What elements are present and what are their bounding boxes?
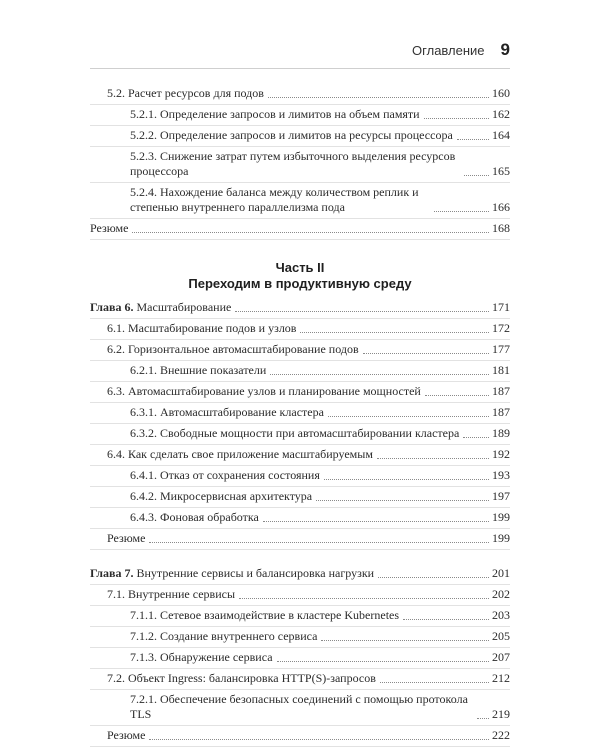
toc-entry-7-2-1 [90, 690, 510, 726]
leader-dots [457, 138, 489, 140]
toc-page: 207 [492, 650, 510, 664]
leader-dots [380, 681, 489, 683]
toc-title: Внутренние сервисы и балансировка нагрузки [136, 566, 375, 580]
toc-number: 6.4.3. [130, 510, 157, 524]
leader-dots [239, 597, 489, 599]
toc-title: Определение запросов и лимитов на ресурсы процессора [160, 128, 453, 142]
toc-entry-6-4 [90, 445, 510, 466]
leader-dots [268, 96, 489, 98]
toc-title: Масштабирование [136, 300, 232, 314]
toc-entry-6-4-1 [90, 466, 510, 487]
toc-entry-summary [90, 726, 510, 747]
toc-entry-7-1-2 [90, 627, 510, 648]
toc-page: 171 [492, 300, 510, 314]
toc-title: Масштабирование подов и узлов [128, 321, 297, 335]
toc-title: Нахождение баланса между количеством реплик и степенью внутреннего параллелизма пода [130, 185, 419, 214]
part-label: Часть II [275, 260, 325, 275]
toc-page: 187 [492, 384, 510, 398]
toc-page: 197 [492, 489, 510, 503]
toc-page: 172 [492, 321, 510, 335]
leader-dots [316, 499, 489, 501]
leader-dots [300, 331, 489, 333]
toc-number: 5.2.2. [130, 128, 157, 142]
toc-title: Сетевое взаимодействие в кластере Kubernetes [160, 608, 400, 622]
toc-page: 189 [492, 426, 510, 440]
leader-dots [377, 457, 489, 459]
toc-title: Горизонтальное автомасштабирование подов [128, 342, 359, 356]
toc-title: Свободные мощности при автомасштабировании кластера [160, 426, 460, 440]
toc-number: 5.2. [107, 86, 125, 100]
toc-entry-6-2-1 [90, 361, 510, 382]
toc-page: 160 [492, 86, 510, 100]
toc-number: 5.2.1. [130, 107, 157, 121]
leader-dots [235, 310, 489, 312]
toc-page: 199 [492, 531, 510, 545]
chapter-label: Глава 6. [90, 300, 134, 314]
toc-entry-7-1-3 [90, 648, 510, 669]
leader-dots [328, 415, 489, 417]
toc-entry-chapter-6 [90, 298, 510, 319]
toc-entry-chapter-7 [90, 564, 510, 585]
toc-page: 205 [492, 629, 510, 643]
toc-entry-7-1-1 [90, 606, 510, 627]
toc-number: 5.2.3. [130, 149, 157, 163]
leader-dots [464, 174, 489, 176]
toc-entry-6-4-3 [90, 508, 510, 529]
toc-entry-5-2-2 [90, 126, 510, 147]
leader-dots [434, 210, 489, 212]
leader-dots [403, 618, 489, 620]
toc-page: 192 [492, 447, 510, 461]
toc-entry-6-4-2 [90, 487, 510, 508]
toc-page: 201 [492, 566, 510, 580]
toc-title: Отказ от сохранения состояния [160, 468, 320, 482]
toc-number: 7.1.2. [130, 629, 157, 643]
toc-page: 166 [492, 200, 510, 214]
toc-page: 193 [492, 468, 510, 482]
toc-page: 219 [492, 707, 510, 721]
toc-number: 7.1. [107, 587, 125, 601]
toc-block-chapter5-continued [90, 84, 510, 747]
toc-number: 5.2.4. [130, 185, 157, 199]
toc-title: Автомасштабирование кластера [160, 405, 324, 419]
toc-title: Резюме [90, 221, 129, 235]
toc-page: 164 [492, 128, 510, 142]
toc-title: Автомасштабирование узлов и планирование мощностей [128, 384, 421, 398]
toc-page: 177 [492, 342, 510, 356]
toc-page: 222 [492, 728, 510, 742]
toc-number: 6.3.2. [130, 426, 157, 440]
toc-entry-7-2 [90, 669, 510, 690]
toc-page: 187 [492, 405, 510, 419]
toc-page: 199 [492, 510, 510, 524]
leader-dots [263, 520, 489, 522]
toc-entry-summary [90, 219, 510, 240]
toc-page: 212 [492, 671, 510, 685]
toc-number: 6.4.1. [130, 468, 157, 482]
toc-title: Микросервисная архитектура [160, 489, 313, 503]
toc-number: 6.4. [107, 447, 125, 461]
toc-entry-6-3-2 [90, 424, 510, 445]
toc-entry-7-1 [90, 585, 510, 606]
toc-entry-summary [90, 529, 510, 550]
toc-entry-5-2 [90, 84, 510, 105]
toc-title: Обеспечение безопасных соединений с помощью протокола TLS [130, 692, 468, 721]
leader-dots [363, 352, 489, 354]
leader-dots [277, 660, 489, 662]
toc-entry-6-3 [90, 382, 510, 403]
toc-title: Объект Ingress: балансировка HTTP(S)-запросов [128, 671, 376, 685]
toc-title: Определение запросов и лимитов на объем памяти [160, 107, 420, 121]
toc-number: 6.2. [107, 342, 125, 356]
toc-entry-6-3-1 [90, 403, 510, 424]
leader-dots [424, 117, 489, 119]
toc-title: Фоновая обработка [160, 510, 259, 524]
leader-dots [149, 738, 489, 740]
toc-number: 6.4.2. [130, 489, 157, 503]
toc-entry-6-2 [90, 340, 510, 361]
leader-dots [378, 576, 489, 578]
toc-page: 181 [492, 363, 510, 377]
toc-number: 6.1. [107, 321, 125, 335]
toc-title: Внутренние сервисы [128, 587, 236, 601]
toc-entry-5-2-1 [90, 105, 510, 126]
leader-dots [270, 373, 489, 375]
toc-entry-5-2-4 [90, 183, 510, 219]
page-number: 9 [500, 40, 510, 59]
toc-title: Внешние показатели [160, 363, 267, 377]
toc-entry-5-2-3 [90, 147, 510, 183]
toc-number: 7.2.1. [130, 692, 157, 706]
leader-dots [132, 231, 489, 233]
header-divider [90, 68, 510, 69]
toc-number: 6.3.1. [130, 405, 157, 419]
part-title: Переходим в продуктивную среду [188, 276, 412, 291]
toc-page: 162 [492, 107, 510, 121]
toc-title: Как сделать свое приложение масштабируемым [128, 447, 373, 461]
leader-dots [425, 394, 489, 396]
running-header [412, 40, 510, 60]
toc-page: 202 [492, 587, 510, 601]
leader-dots [477, 717, 489, 719]
toc-title: Создание внутреннего сервиса [160, 629, 318, 643]
toc-entry-6-1 [90, 319, 510, 340]
toc-title: Расчет ресурсов для подов [128, 86, 264, 100]
running-header-title: Оглавление [412, 43, 485, 58]
leader-dots [463, 436, 489, 438]
toc-title: Снижение затрат путем избыточного выделения ресурсов процессора [130, 149, 456, 178]
chapter-label: Глава 7. [90, 566, 134, 580]
toc-title: Резюме [107, 531, 146, 545]
toc-page: 165 [492, 164, 510, 178]
leader-dots [324, 478, 489, 480]
toc-page: 168 [492, 221, 510, 235]
leader-dots [321, 639, 489, 641]
toc-title: Резюме [107, 728, 146, 742]
toc-page: 203 [492, 608, 510, 622]
toc-number: 7.1.1. [130, 608, 157, 622]
toc-number: 6.3. [107, 384, 125, 398]
toc-title: Обнаружение сервиса [160, 650, 273, 664]
leader-dots [149, 541, 489, 543]
toc-number: 6.2.1. [130, 363, 157, 377]
toc-number: 7.1.3. [130, 650, 157, 664]
toc-number: 7.2. [107, 671, 125, 685]
